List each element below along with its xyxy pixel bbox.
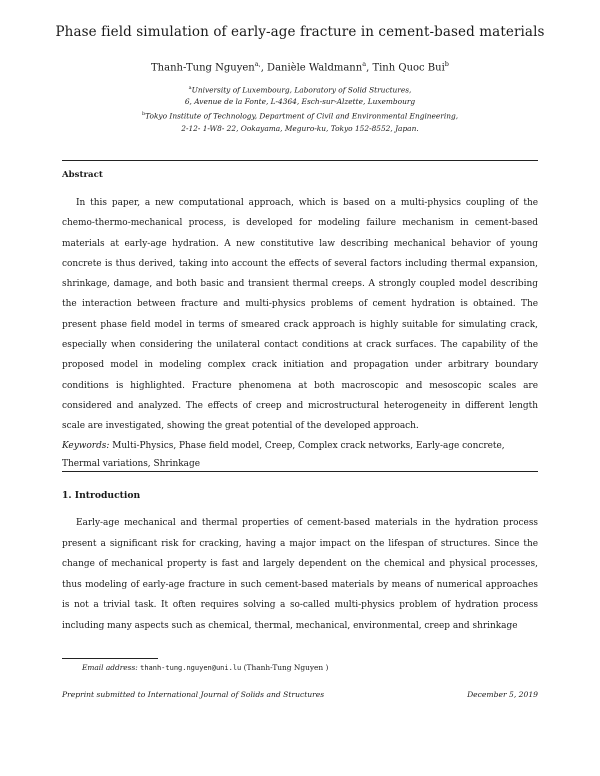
footnote-rule	[62, 658, 158, 659]
affiliation-line: 2-12- 1-W8- 22, Ookayama, Meguro-ku, Tokyo 152-8552, Japan.	[181, 123, 419, 133]
affiliation-mark: b	[141, 111, 146, 118]
email-link[interactable]: thanh-tung.nguyen@uni.lu	[140, 664, 242, 672]
affiliation-line: 6, Avenue de la Fonte, L-4364, Esch-sur-Alzette, Luxembourg	[184, 97, 416, 107]
keywords-list: Multi-Physics, Phase field model, Creep, Complex crack networks, Early-age concrete, Thermal variations, Shrinkage	[62, 441, 505, 469]
footnote-name: (Thanh-Tung Nguyen )	[243, 663, 329, 672]
abstract-heading: Abstract	[62, 170, 103, 180]
affiliation-line: University of Luxembourg, Laboratory of Solid Structures,	[191, 85, 412, 95]
footer-journal: Preprint submitted to International Journal of Solids and Structures	[62, 690, 325, 699]
keywords-label: Keywords:	[62, 441, 110, 451]
footer-date: December 5, 2019	[467, 690, 538, 699]
abstract-body: In this paper, a new computational approach, which is based on a multi-physics coupling of the chemo-thermo-mechanical process, is developed for modeling failure mechanism in cement-based materials at early-age hydration. A new constitutive law describing mechanical behavior of young concrete is thus derived, taking into account the effects of several factors including thermal expansion, shrinkage, damage, and both basic and transient thermal creeps. A strongly coupled model describing the interaction between fracture and multi-physics problems of cement hydration is obtained. The present phase field model in terms of smeared crack approach is highly suitable for simulating crack, especially when considering the unilateral contact conditions at crack surfaces. The capability of the proposed model in modeling complex crack initiation and propagation under arbitrary boundary conditions is highlighted. Fracture phenomena at both macroscopic and mesoscopic scales are considered and analyzed. The effects of creep and microstructural heterogeneity in different length scale are investigated, showing the great potential of the developed approach.	[62, 198, 538, 432]
author-list: Thanh-Tung Nguyen$^{a,}$, Danièle Waldmann$^a$, Tinh Quoc Bui$^b$	[151, 60, 449, 74]
keywords	[62, 437, 538, 473]
footnote	[82, 663, 328, 672]
paper-title: Phase field simulation of early-age fracture in cement-based materials	[55, 24, 545, 40]
author-mark: a	[362, 60, 367, 68]
affiliations	[0, 82, 600, 135]
abstract-bottom-rule	[62, 471, 538, 472]
footnote-label: Email address:	[82, 663, 138, 672]
author-name: Thanh-Tung Nguyen	[151, 62, 255, 74]
section-heading: 1. Introduction	[62, 490, 141, 501]
author-name: Tinh Quoc Bui	[372, 62, 445, 74]
affiliation-line: Tokyo Institute of Technology, Department of Civil and Environmental Engineering,	[145, 111, 459, 121]
introduction-body: Early-age mechanical and thermal properties of cement-based materials in the hydration process present a significant risk for cracking, having a major impact on the lifespan of structures. Since the change of mechanical property is fast and largely dependent on the chemical and physical processes, thus modeling of early-age fracture in such cement-based materials by means of numerical approaches is not a trivial task. It often requires solving a so-called multi-physics problem of hydration process including many aspects such as chemical, thermal, mechanical, environmental, creep and shrinkage	[62, 518, 538, 631]
author-name: Danièle Waldmann	[267, 62, 363, 74]
author-mark: b	[444, 60, 449, 68]
author-mark: a,	[254, 60, 261, 68]
affiliation-mark: a	[188, 85, 192, 91]
abstract-top-rule	[62, 160, 538, 161]
